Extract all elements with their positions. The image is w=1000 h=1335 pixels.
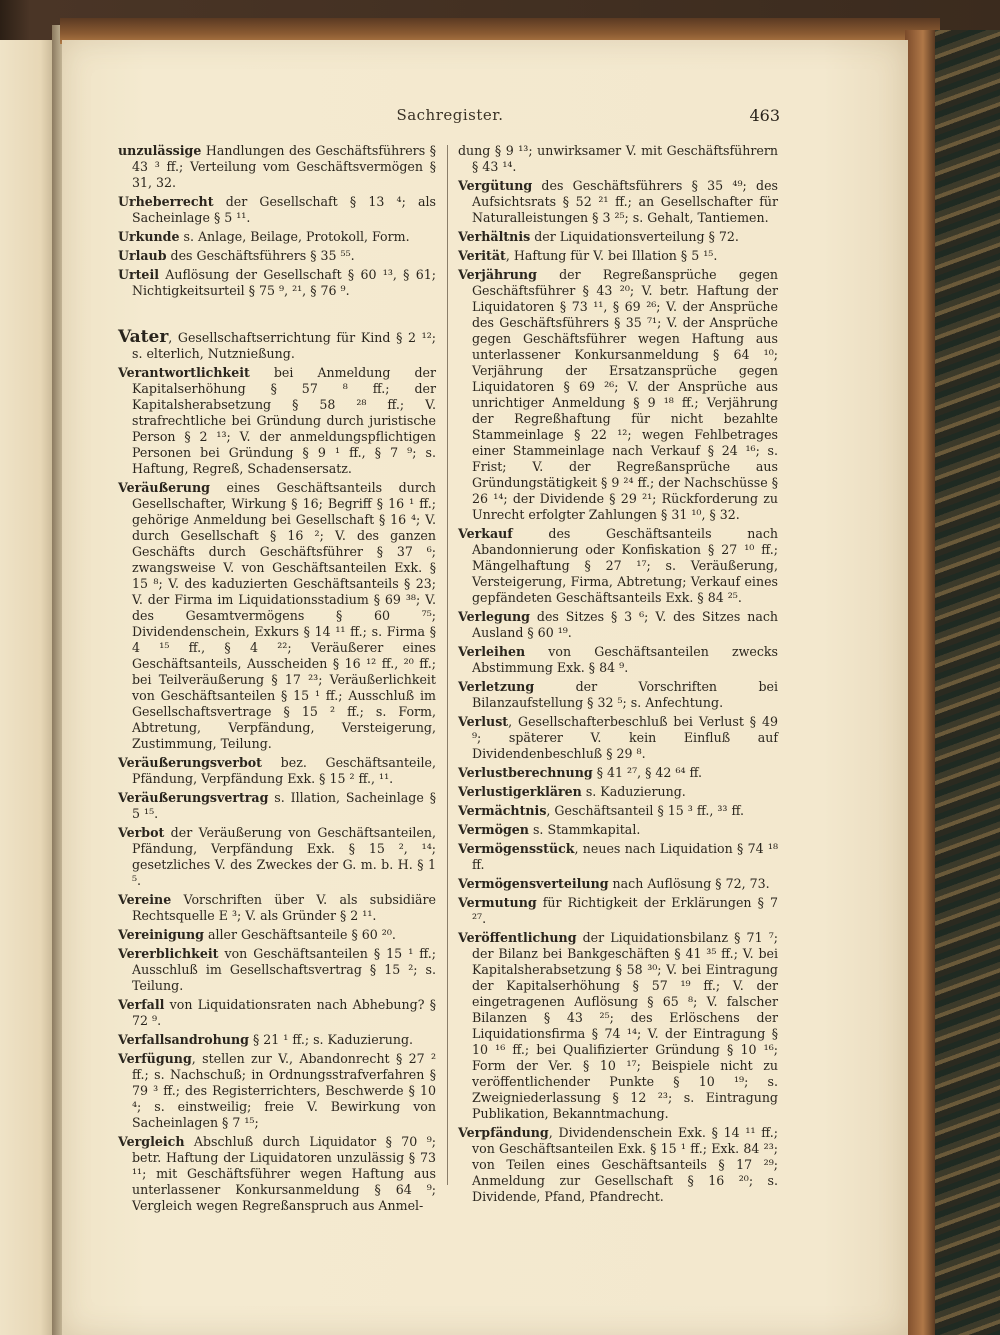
index-references: der Liquidationsbilanz § 71 ⁷; der Bilanz bei Bankgeschäften § 41 ³⁵ ff.; V. bei Kapitalsherabsetzung § 58 ³⁰; V. bei Eintragung der Kapitalserhöhung § 57 ¹⁹ ff.; V. der eingetragenen Auflösung § 65 ⁸; V. falscher Bilanzen § 43 ²⁵; des Erlöschens der Liquidationsfirma § 74 ¹⁴; V. der Eintragung § 10 ¹⁶ ff.; bei Qualifizierter Gründung § 10 ¹⁶; Form der Ver. § 10 ¹⁷; Beispiele nicht zu veröffentlichender Punkte § 10 ¹⁹; s. Zweigniederlassung § 12 ²³; s. Eintragung Publikation, Bekanntmachung. bbox=[472, 930, 778, 1121]
index-keyword: Urkunde bbox=[118, 229, 180, 244]
index-entry bbox=[118, 1134, 436, 1214]
index-entry bbox=[118, 480, 436, 752]
index-references: der Veräußerung von Geschäftsanteilen, Pfändung, Verpfändung Exk. § 15 ², ¹⁴; gesetzliches V. des Zweckes der G. m. b. H. § 1 ⁵. bbox=[132, 825, 436, 888]
index-references: bei Anmeldung der Kapitalserhöhung § 57 ⁸ ff.; der Kapitalsherabsetzung § 58 ²⁸ ff.; V. strafrechtliche bei Gründung durch juristische Person § 2 ¹³; V. der anmeldungspflichtigen Personen bei Gründung § 9 ¹ ff., § 7 ⁹; s. Haftung, Regreß, Schadensersatz. bbox=[132, 365, 436, 476]
index-keyword: Vermögensverteilung bbox=[458, 876, 609, 891]
index-keyword: Urteil bbox=[118, 267, 160, 282]
index-keyword: Verität bbox=[458, 248, 506, 263]
index-references: s. Anlage, Beilage, Protokoll, Form. bbox=[179, 229, 410, 244]
index-keyword: Verleihen bbox=[458, 644, 526, 659]
index-entry bbox=[118, 790, 436, 822]
index-references: , neues nach Liquidation § 74 ¹⁸ ff. bbox=[472, 841, 778, 872]
index-references: eines Geschäftsanteils durch Gesellschafter, Wirkung § 16; Begriff § 16 ¹ ff.; gehörige Anmeldung bei Gesellschaft § 16 ⁴; V. durch Gesellschaft § 16 ²; V. des ganzen Geschäfts durch Geschäftsführer § 37 ⁶; zwangsweise V. von Geschäftsanteilen Exk. § 15 ⁸; V. des kaduzierten Geschäftsanteils § 23; V. der Firma im Liquidationsstadium § 69 ³⁸; V. des Gesamtvermögens § 60 ⁷⁵; Dividendenschein, Exkurs § 14 ¹¹ ff.; s. Firma § 4 ¹⁵ ff., § 4 ²²; Veräußerer eines Geschäftsanteils, Ausscheiden § 16 ¹² ff., ²⁰ ff.; bei Teilveräußerung § 17 ²³; Veräußerlichkeit von Geschäftsanteilen § 15 ¹ ff.; Ausschluß im Gesellschaftsvertrage § 15 ² ff.; s. Form, Abtretung, Verpfändung, Versteigerung, Zustimmung, Teilung. bbox=[132, 480, 436, 751]
index-keyword: Verlegung bbox=[458, 609, 530, 624]
page-number: 463 bbox=[749, 106, 780, 125]
index-entry bbox=[458, 526, 778, 606]
index-entry bbox=[458, 178, 778, 226]
index-keyword: Verhältnis bbox=[458, 229, 531, 244]
index-keyword: Veröffentlichung bbox=[458, 930, 577, 945]
index-entry bbox=[118, 248, 436, 264]
index-keyword: Vater bbox=[118, 327, 169, 347]
index-references: der Gesellschaft § 13 ⁴; als Sacheinlage § 5 ¹¹. bbox=[132, 194, 436, 225]
index-entry bbox=[118, 267, 436, 299]
index-entry bbox=[458, 803, 778, 819]
index-entry bbox=[118, 365, 436, 477]
index-entry bbox=[458, 930, 778, 1122]
index-references: aller Geschäftsanteile § 60 ²⁰. bbox=[203, 927, 396, 942]
index-entry bbox=[118, 755, 436, 787]
index-keyword: Vereine bbox=[118, 892, 172, 907]
index-keyword: Verjährung bbox=[458, 267, 537, 282]
index-references: Vorschriften über V. als subsidiäre Rechtsquelle E ³; V. als Gründer § 2 ¹¹. bbox=[132, 892, 436, 923]
index-entry bbox=[458, 822, 778, 838]
index-keyword: unzulässige bbox=[118, 143, 202, 158]
index-keyword: Verlustigerklären bbox=[458, 784, 582, 799]
book-cover-leather-edge bbox=[905, 30, 935, 1335]
index-entry bbox=[118, 825, 436, 889]
index-keyword: Vermächtnis bbox=[458, 803, 547, 818]
index-references: , Dividendenschein Exk. § 14 ¹¹ ff.; von Geschäftsanteilen Exk. § 15 ¹ ff.; Exk. 84 ²³; von Teilen eines Geschäftsanteils § 17 ²⁹; Anmeldung zur Gesellschaft § 16 ²⁰; s. Dividende, Pfand, Pfandrecht. bbox=[472, 1125, 778, 1204]
index-keyword: Urheberrecht bbox=[118, 194, 214, 209]
index-references: , Gesellschafterbeschluß bei Verlust § 49 ⁹; späterer V. kein Einfluß auf Dividendenbeschluß § 29 ⁸. bbox=[472, 714, 778, 761]
index-keyword: Vermögensstück bbox=[458, 841, 575, 856]
index-entry bbox=[118, 1051, 436, 1131]
index-entry bbox=[458, 841, 778, 873]
index-keyword: Veräußerungsvertrag bbox=[118, 790, 269, 805]
index-keyword: Verlust bbox=[458, 714, 509, 729]
index-keyword: Verlustberechnung bbox=[458, 765, 593, 780]
index-references: s. Illation, Sacheinlage § 5 ¹⁵. bbox=[132, 790, 436, 821]
running-head: Sachregister. bbox=[396, 106, 504, 124]
index-keyword: Verfall bbox=[118, 997, 165, 1012]
index-keyword: Vermögen bbox=[458, 822, 529, 837]
index-entry bbox=[458, 784, 778, 800]
index-keyword: Veräußerung bbox=[118, 480, 210, 495]
index-entry bbox=[458, 609, 778, 641]
index-references: der Regreßansprüche gegen Geschäftsführer § 43 ²⁰; V. betr. Haftung der Liquidatoren § 73 ¹¹, § 69 ²⁶; V. der Ansprüche des Geschäftsführers § 35 ⁷¹; V. der Ansprüche gegen Geschäftsführer wegen Haftung aus unterlassener Konkursanmeldung § 64 ¹⁰; Verjährung der Ersatzansprüche gegen Liquidatoren § 69 ²⁶; V. der Ansprüche aus unrichtiger Anmeldung § 9 ¹⁸ ff.; Verjährung der Regreßhaftung für nicht bezahlte Stammeinlage § 22 ¹²; wegen Fehlbetrages einer Stammeinlage nach Verkauf § 24 ¹⁶; s. Frist; V. der Regreßansprüche aus Gründungstätigkeit § 9 ²⁴ ff.; der Nachschüsse § 26 ¹⁴; der Dividende § 29 ²¹; Rückforderung zu Unrecht erfolgter Zahlungen § 31 ¹⁰, § 32. bbox=[472, 267, 778, 522]
index-keyword: Vermutung bbox=[458, 895, 537, 910]
index-entry bbox=[118, 143, 436, 191]
index-references: nach Auflösung § 72, 73. bbox=[608, 876, 770, 891]
index-references: , Gesellschaftserrichtung für Kind § 2 ¹²; s. elterlich, Nutznießung. bbox=[132, 330, 436, 361]
index-entry bbox=[458, 267, 778, 523]
index-references: von Geschäftsanteilen zwecks Abstimmung Exk. § 84 ⁹. bbox=[472, 644, 778, 675]
index-keyword: Vererblichkeit bbox=[118, 946, 219, 961]
index-entry bbox=[118, 946, 436, 994]
index-references: für Richtigkeit der Erklärungen § 7 ²⁷. bbox=[472, 895, 778, 926]
index-references: s. Stammkapital. bbox=[528, 822, 641, 837]
index-entry bbox=[458, 895, 778, 927]
index-entry bbox=[458, 714, 778, 762]
index-references: des Geschäftsführers § 35 ⁴⁹; des Aufsichtsrats § 52 ²¹ ff.; an Gesellschafter für Naturalleistungen § 3 ²⁵; s. Gehalt, Tantiemen. bbox=[472, 178, 778, 225]
index-references: Auflösung der Gesellschaft § 60 ¹³, § 61; Nichtigkeitsurteil § 75 ⁹, ²¹, § 76 ⁹. bbox=[132, 267, 436, 298]
index-entry bbox=[118, 1032, 436, 1048]
facing-page-edge bbox=[0, 40, 58, 1335]
index-entry bbox=[458, 143, 778, 175]
index-entry bbox=[458, 229, 778, 245]
index-keyword: Verpfändung bbox=[458, 1125, 549, 1140]
index-keyword: Urlaub bbox=[118, 248, 167, 263]
index-references: des Geschäftsanteils nach Abandonnierung oder Konfiskation § 27 ¹⁰ ff.; Mängelhaftung § 27 ¹⁷; s. Veräußerung, Versteigerung, Firma, Abtretung; Verkauf eines gepfändeten Geschäftsanteils Exk. § 84 ²⁵. bbox=[472, 526, 778, 605]
index-keyword: Verbot bbox=[118, 825, 165, 840]
index-references: der Vorschriften bei Bilanzaufstellung § 32 ⁵; s. Anfechtung. bbox=[472, 679, 778, 710]
index-keyword: Verkauf bbox=[458, 526, 513, 541]
index-entry bbox=[458, 765, 778, 781]
index-references: s. Kaduzierung. bbox=[581, 784, 686, 799]
index-entry bbox=[458, 644, 778, 676]
index-references: § 21 ¹ ff.; s. Kaduzierung. bbox=[248, 1032, 414, 1047]
index-keyword: Vereinigung bbox=[118, 927, 204, 942]
index-references: dung § 9 ¹³; unwirksamer V. mit Geschäftsführern § 43 ¹⁴. bbox=[458, 143, 778, 174]
index-references: § 41 ²⁷, § 42 ⁶⁴ ff. bbox=[592, 765, 703, 780]
index-keyword: Verletzung bbox=[458, 679, 535, 694]
index-references: Handlungen des Geschäftsführers § 43 ³ ff.; Verteilung vom Geschäftsvermögen § 31, 32. bbox=[132, 143, 436, 190]
index-keyword: Verfügung bbox=[118, 1051, 192, 1066]
index-references: des Sitzes § 3 ⁶; V. des Sitzes nach Ausland § 60 ¹⁹. bbox=[472, 609, 778, 640]
index-references: bez. Geschäftsanteile, Pfändung, Verpfändung Exk. § 15 ² ff., ¹¹. bbox=[132, 755, 436, 786]
index-entry bbox=[118, 229, 436, 245]
index-references: von Geschäftsanteilen § 15 ¹ ff.; Ausschluß im Gesellschaftsvertrag § 15 ²; s. Teilung. bbox=[132, 946, 436, 993]
index-entry bbox=[458, 679, 778, 711]
index-keyword: Veräußerungsverbot bbox=[118, 755, 262, 770]
index-references: , stellen zur V., Abandonrecht § 27 ² ff.; s. Nachschuß; in Ordnungsstrafverfahren § 79 ³ ff.; des Registerrichters, Beschwerde § 10 ⁴; s. einstweilig; freie V. Bewirkung von Sacheinlagen § 7 ¹⁵; bbox=[132, 1051, 436, 1130]
index-entry bbox=[118, 927, 436, 943]
index-keyword: Verfallsandrohung bbox=[118, 1032, 249, 1047]
column-divider bbox=[447, 145, 448, 1185]
index-keyword: Vergütung bbox=[458, 178, 533, 193]
index-keyword: Verantwortlichkeit bbox=[118, 365, 250, 380]
index-references: der Liquidationsverteilung § 72. bbox=[530, 229, 739, 244]
index-entry bbox=[118, 329, 436, 362]
index-entry bbox=[458, 1125, 778, 1205]
index-references: von Liquidationsraten nach Abhebung? § 72 ⁹. bbox=[132, 997, 436, 1028]
index-column-right bbox=[458, 143, 778, 1208]
index-references: Abschluß durch Liquidator § 70 ⁹; betr. Haftung der Liquidatoren unzulässig § 73 ¹¹; mit Geschäftsführer wegen Haftung aus unterlassener Konkursanmeldung § 64 ⁹; Vergleich wegen Regreßanspruch aus Anmel- bbox=[132, 1134, 436, 1213]
index-entry bbox=[458, 876, 778, 892]
index-entry bbox=[118, 892, 436, 924]
index-entry bbox=[118, 997, 436, 1029]
index-entry bbox=[458, 248, 778, 264]
index-references: des Geschäftsführers § 35 ⁵⁵. bbox=[166, 248, 355, 263]
index-column-left bbox=[118, 143, 436, 1217]
index-references: , Haftung für V. bei Illation § 5 ¹⁵. bbox=[505, 248, 718, 263]
index-references: , Geschäftsanteil § 15 ³ ff., ³³ ff. bbox=[546, 803, 744, 818]
index-entry bbox=[118, 194, 436, 226]
index-keyword: Vergleich bbox=[118, 1134, 185, 1149]
